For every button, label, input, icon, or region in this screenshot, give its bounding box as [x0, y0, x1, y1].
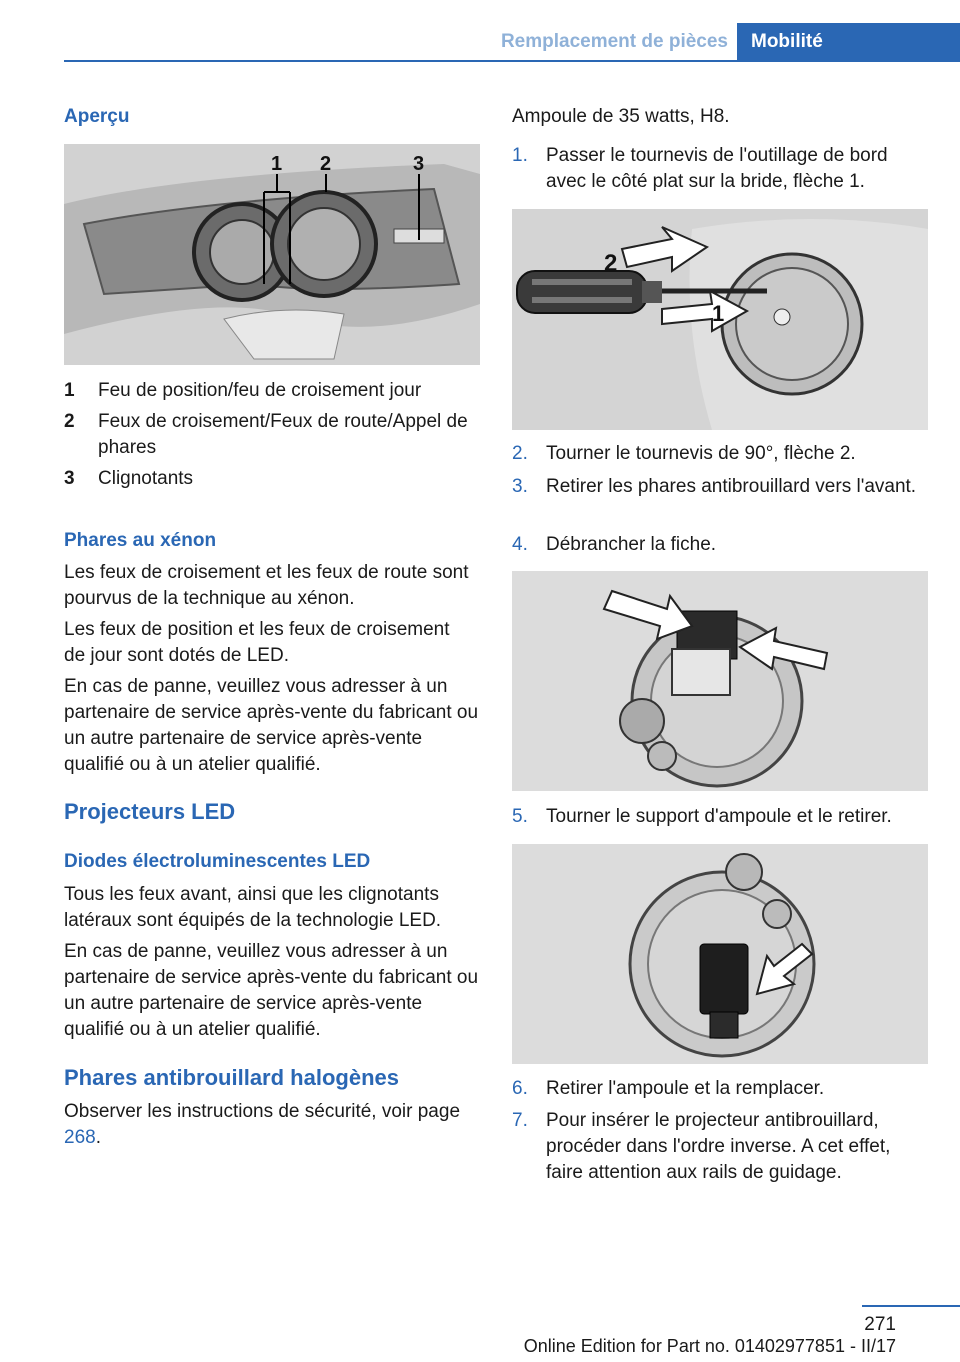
legend-number: 2 — [64, 411, 75, 432]
led-subtitle: Diodes électroluminescentes LED — [64, 851, 371, 872]
step-item — [512, 804, 928, 830]
screwdriver-callout-2: 2 — [604, 250, 618, 277]
step-item — [512, 532, 928, 558]
step-number: 5. — [512, 806, 528, 827]
fog-heading: Phares antibrouillard halogènes — [64, 1065, 399, 1090]
step-item — [512, 143, 928, 195]
page-ref-link[interactable]: 268 — [64, 1127, 96, 1148]
legend-item — [64, 409, 480, 461]
headlamp-callout-1: 1 — [271, 153, 283, 175]
header-rule — [64, 60, 960, 62]
bulb-holder-figure — [512, 844, 928, 1064]
step-number: 3. — [512, 476, 528, 497]
headlamp-callout-3: 3 — [413, 153, 425, 175]
step-text: Pour insérer le projecteur antibrouillard, procéder dans l'ordre inverse. A cet effet, faire attention aux rails de guidage. — [546, 1110, 891, 1183]
led-heading: Projecteurs LED — [64, 799, 236, 824]
led-paragraph-1: Tous les feux avant, ainsi que les clignotants latéraux sont équipés de la technologie LED. — [64, 884, 442, 931]
step-number: 2. — [512, 443, 528, 464]
legend-text: Clignotants — [98, 468, 194, 489]
step-item — [512, 1076, 928, 1102]
xenon-paragraph-3: En cas de panne, veuillez vous adresser à un partenaire de service après-vente du fabricant ou un autre partenaire de service après-vente qualifié ou à un atelier qualifié. — [64, 676, 479, 775]
step-text: Tourner le support d'ampoule et le retirer. — [546, 806, 892, 827]
step-item — [512, 474, 928, 500]
step-number: 6. — [512, 1078, 528, 1099]
step-number: 7. — [512, 1110, 528, 1131]
overview-title: Aperçu — [64, 106, 130, 127]
bulb-spec: Ampoule de 35 watts, H8. — [512, 106, 730, 127]
fog-paragraph-text: Observer les instructions de sécurité, voir page — [64, 1101, 461, 1122]
led-paragraph-2: En cas de panne, veuillez vous adresser à un partenaire de service après-vente du fabricant ou un autre partenaire de service après-vente qualifié ou à un atelier qualifié. — [64, 941, 479, 1040]
step-text: Débrancher la fiche. — [546, 534, 717, 555]
footer-rule — [862, 1305, 960, 1307]
legend-item — [64, 378, 480, 404]
step-text: Retirer l'ampoule et la remplacer. — [546, 1078, 825, 1099]
header-chapter-tab[interactable]: Mobilité — [737, 23, 960, 61]
legend-text: Feu de position/feu de croisement jour — [98, 380, 422, 401]
screwdriver-figure — [512, 209, 928, 430]
fog-paragraph — [64, 1099, 464, 1151]
step-text: Tourner le tournevis de 90°, flèche 2. — [546, 443, 856, 464]
headlamp-callout-2: 2 — [320, 153, 332, 175]
xenon-paragraph-2: Les feux de position et les feux de croisement de jour sont dotés de LED. — [64, 619, 450, 666]
step-item — [512, 1108, 928, 1186]
step-number: 1. — [512, 145, 528, 166]
legend-number: 3 — [64, 468, 75, 489]
screwdriver-callout-1: 1 — [712, 301, 725, 326]
step-item — [512, 441, 928, 467]
edition-note: Online Edition for Part no. 01402977851 - II/17 — [523, 1336, 896, 1356]
step-text: Passer le tournevis de l'outillage de bord avec le côté plat sur la bride, flèche 1. — [546, 145, 888, 192]
legend-number: 1 — [64, 380, 75, 401]
xenon-title: Phares au xénon — [64, 530, 217, 551]
fog-paragraph-end: . — [95, 1127, 101, 1148]
header-section-title: Remplacement de pièces — [500, 31, 728, 52]
legend-text: Feux de croisement/Feux de route/Appel de phares — [98, 411, 468, 458]
xenon-paragraph-1: Les feux de croisement et les feux de route sont pourvus de la technique au xénon. — [64, 562, 469, 609]
step-text: Retirer les phares antibrouillard vers l'avant. — [546, 476, 917, 497]
legend-item — [64, 466, 480, 492]
page-number: 271 — [864, 1314, 896, 1335]
plug-figure — [512, 571, 928, 791]
headlamp-figure — [64, 144, 480, 365]
step-number: 4. — [512, 534, 528, 555]
